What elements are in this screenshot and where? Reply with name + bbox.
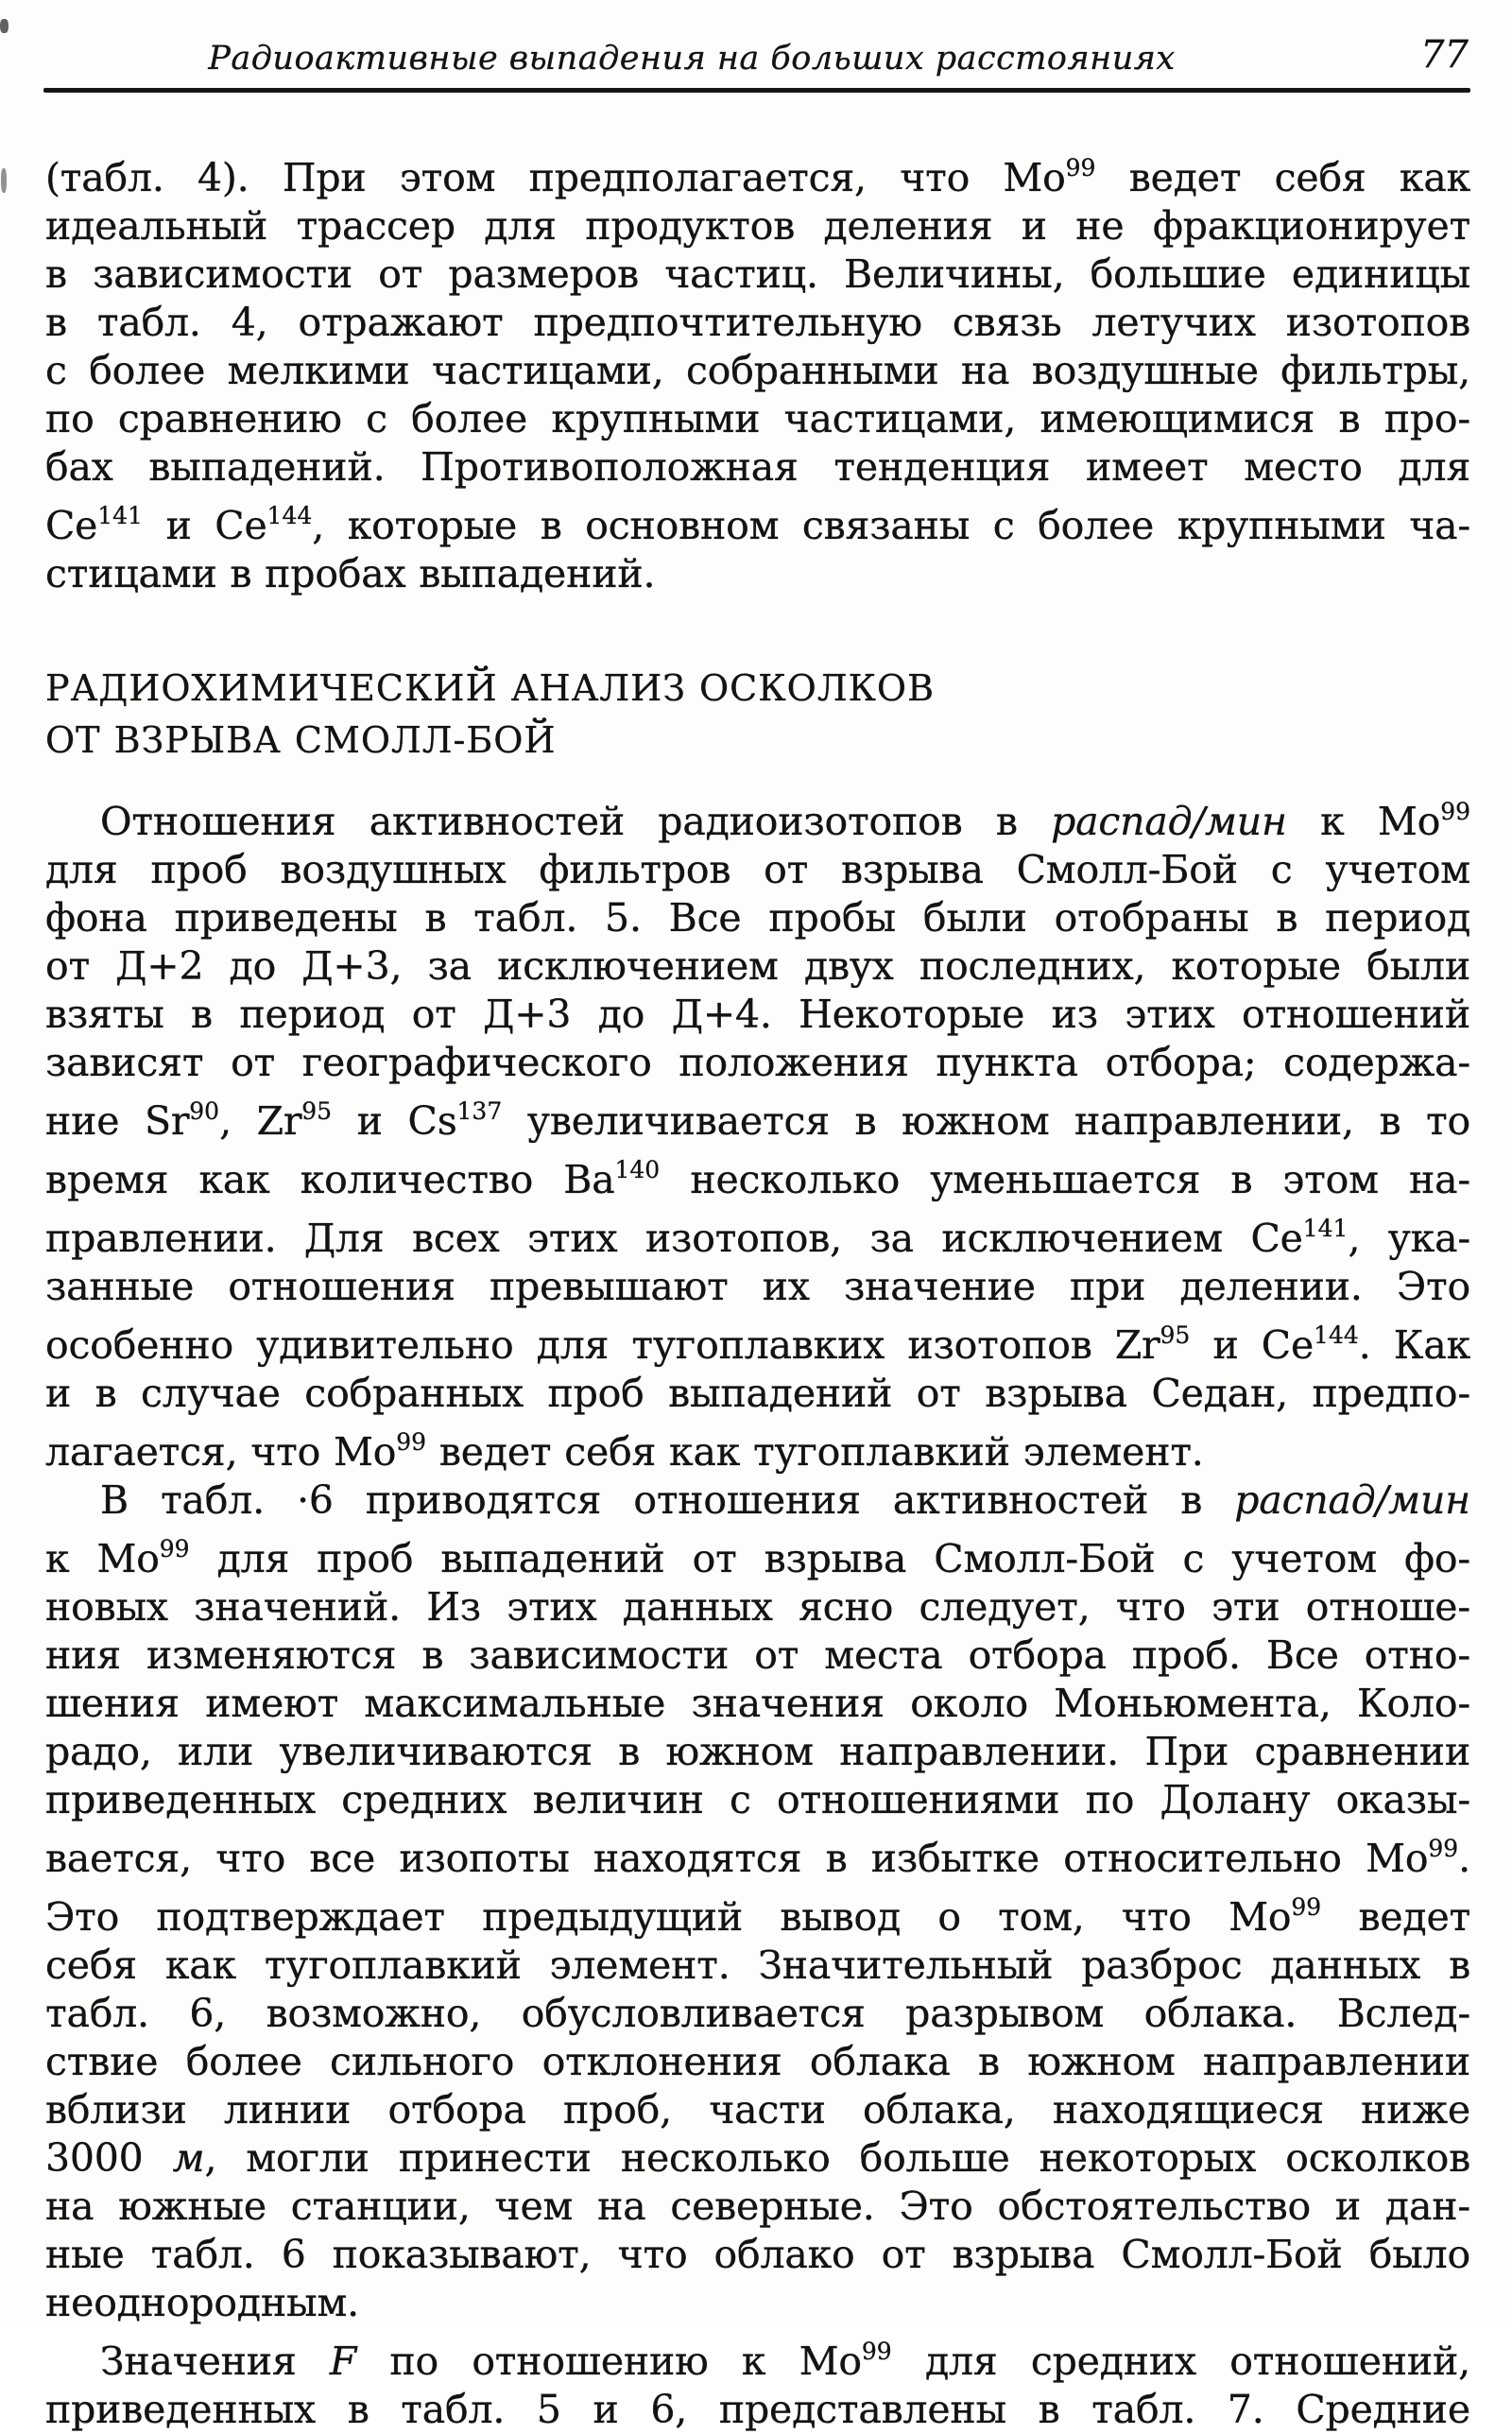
text-segment: Значения: [100, 2339, 330, 2384]
text-segment: в табл. 4, отражают предпочтительную связь летучих изотопов: [45, 300, 1470, 345]
text-line: [45, 1263, 1470, 1311]
text-segment: с более мелкими частицами, собранными на воздушные фильтры,: [45, 348, 1470, 393]
text-segment: вается, что все изопоты находятся в избытке относительно Мо: [45, 1836, 1429, 1881]
superscript: 90: [189, 1097, 220, 1125]
page-number: 77: [1420, 33, 1469, 77]
text-segment: ные табл. 6 показывают, что облако от взрыва Смолл-Бой было: [45, 2232, 1470, 2277]
text-segment: новых значений. Из этих данных ясно следует, что эти отноше-: [45, 1584, 1470, 1630]
text-line: [45, 942, 1470, 991]
text-line: [45, 395, 1470, 443]
text-segment: к Мо: [45, 1536, 160, 1581]
text-segment: лагается, что Мо: [45, 1429, 397, 1475]
superscript: 99: [159, 1535, 190, 1562]
text-segment: и Cs: [332, 1098, 457, 1144]
superscript: 99: [1291, 1893, 1322, 1921]
text-line: [45, 550, 1470, 598]
text-segment: Это подтверждает предыдущий вывод о том, что Мо: [45, 1894, 1292, 1940]
text-line: [45, 2134, 1470, 2183]
text-segment: (табл. 4). При этом предполагается, что Мо: [45, 155, 1066, 200]
text-segment: и Се: [1190, 1322, 1314, 1368]
text-segment: по отношению к Мо: [356, 2339, 862, 2384]
text-line: [45, 2183, 1470, 2231]
paragraph: [45, 144, 1470, 598]
text-line: [45, 1824, 1470, 1883]
text-segment: себя как тугоплавкий элемент. Значительный разброс данных в: [45, 1942, 1470, 1988]
text-line: [45, 1146, 1470, 1204]
italic-text: распад/мин: [1234, 1477, 1470, 1523]
text-line: [45, 1631, 1470, 1680]
text-line: [45, 2086, 1470, 2134]
text-line: [45, 1728, 1470, 1776]
text-line: [45, 492, 1470, 550]
text-line: [45, 2327, 1470, 2386]
text-segment: и Се: [142, 503, 267, 548]
text-line: [45, 846, 1470, 894]
text-line: [45, 1087, 1470, 1146]
text-line: [45, 1942, 1470, 1990]
text-segment: ния изменяются в зависимости от места отбора проб. Все отно-: [45, 1632, 1470, 1678]
text-line: [45, 1680, 1470, 1728]
heading-line: [45, 663, 1470, 715]
text-segment: увеличивается в южном направлении, в то: [502, 1098, 1470, 1144]
text-segment: идеальный трассер для продуктов деления и не фракционирует: [45, 203, 1470, 249]
text-segment: занные отношения превышают их значение при делении. Это: [45, 1264, 1470, 1309]
text-line: [45, 1311, 1470, 1370]
text-segment: Се: [45, 503, 98, 548]
text-segment: зависят от географического положения пункта отбора; содержа-: [45, 1040, 1470, 1085]
running-title: Радиоактивные выпадения на больших расстояниях: [208, 40, 1176, 78]
text-segment: время как количество Ва: [45, 1157, 615, 1202]
text-segment: ствие более сильного отклонения облака в южном направлении: [45, 2039, 1470, 2084]
text-line: [45, 1204, 1470, 1263]
text-line: [45, 347, 1470, 395]
italic-text: F: [329, 2339, 357, 2384]
text-segment: особенно удивительно для тугоплавких изотопов Zr: [45, 1322, 1160, 1368]
section-heading: [45, 663, 1470, 767]
text-segment: бах выпадений. Противоположная тенденция имеет место для: [45, 444, 1470, 490]
text-segment: для проб выпадений от взрыва Смолл-Бой с учетом фо-: [189, 1536, 1470, 1581]
heading-line: [45, 715, 1470, 767]
superscript: 99: [1428, 1835, 1459, 1862]
text-segment: радо, или увеличиваются в южном направлении. При сравнении: [45, 1729, 1470, 1774]
text-segment: приведенных средних величин с отношениями по Долану оказы-: [45, 1777, 1470, 1822]
italic-text: распад/мин: [1051, 799, 1287, 844]
text-segment: к Мо: [1286, 799, 1441, 844]
superscript: 99: [396, 1428, 427, 1456]
superscript: 99: [1440, 798, 1470, 825]
text-segment: ние Sr: [45, 1098, 190, 1144]
text-line: [45, 250, 1470, 299]
text-line: [45, 1525, 1470, 1583]
italic-text: м: [172, 2135, 205, 2181]
text-line: [45, 1039, 1470, 1087]
text-segment: для проб воздушных фильтров от взрыва Смолл-Бой с учетом: [45, 847, 1470, 892]
text-line: [45, 2279, 1470, 2327]
text-segment: ведет себя как тугоплавкий элемент.: [426, 1429, 1204, 1475]
text-segment: на южные станции, чем на северные. Это обстоятельство и дан-: [45, 2184, 1470, 2229]
header-rule: [43, 88, 1470, 93]
text-line: [45, 2038, 1470, 2086]
text-segment: , могли принести несколько больше некоторых осколков: [204, 2135, 1471, 2181]
text-segment: табл. 6, возможно, обусловливается разрывом облака. Вслед-: [45, 1991, 1470, 2036]
text-segment: Отношения активностей радиоизотопов в: [100, 799, 1052, 844]
superscript: 141: [1302, 1215, 1349, 1242]
text-segment: В табл. ·6 приводятся отношения активностей в: [100, 1477, 1235, 1523]
text-segment: ведет себя как: [1095, 155, 1470, 200]
text-line: [45, 894, 1470, 942]
text-line: [45, 299, 1470, 347]
text-line: [45, 443, 1470, 492]
text-segment: для средних отношений,: [891, 2339, 1470, 2384]
page-body: [45, 144, 1470, 2434]
text-line: [45, 787, 1470, 846]
text-segment: .: [1458, 1836, 1470, 1881]
text-line: [45, 202, 1470, 250]
superscript: 95: [301, 1097, 333, 1125]
paragraph: [45, 787, 1470, 1476]
text-segment: . Как: [1358, 1322, 1470, 1368]
text-line: [45, 1476, 1470, 1525]
running-head: [45, 33, 1470, 87]
paragraph: [45, 2327, 1470, 2434]
superscript: 144: [1314, 1321, 1359, 1349]
superscript: 95: [1160, 1321, 1191, 1349]
text-segment: ОТ ВЗРЫВА СМОЛЛ-БОЙ: [45, 719, 557, 761]
text-segment: приведенных в табл. 5 и 6, представлены в табл. 7. Средние: [45, 2387, 1470, 2432]
superscript: 99: [1065, 154, 1096, 181]
text-line: [45, 1990, 1470, 2038]
text-segment: шения имеют максимальные значения около Моньюмента, Коло-: [45, 1681, 1470, 1726]
text-segment: взяты в период от Д+3 до Д+4. Некоторые из этих отношений: [45, 992, 1470, 1037]
text-line: [45, 2231, 1470, 2279]
paragraph: [45, 1476, 1470, 2327]
text-segment: несколько уменьшается в этом на-: [660, 1157, 1470, 1202]
superscript: 137: [456, 1097, 503, 1125]
superscript: 144: [266, 502, 313, 529]
text-segment: по сравнению с более крупными частицами, имеющимися в про-: [45, 396, 1470, 441]
text-line: [45, 991, 1470, 1039]
scan-artifact: [1, 168, 7, 193]
text-line: [45, 1583, 1470, 1631]
text-line: [45, 2386, 1470, 2434]
text-line: [45, 1776, 1470, 1824]
text-segment: 3000: [45, 2135, 173, 2181]
text-segment: в зависимости от размеров частиц. Величины, большие единицы: [45, 251, 1470, 297]
text-segment: фона приведены в табл. 5. Все пробы были отобраны в период: [45, 895, 1470, 941]
text-segment: вблизи линии отбора проб, части облака, находящиеся ниже: [45, 2087, 1470, 2132]
text-segment: , Zr: [219, 1098, 302, 1144]
text-line: [45, 1418, 1470, 1476]
text-segment: , ука-: [1348, 1216, 1470, 1261]
text-segment: ведет: [1321, 1894, 1471, 1940]
text-line: [45, 1883, 1470, 1942]
text-segment: правлении. Для всех этих изотопов, за исключением Се: [45, 1216, 1303, 1261]
scan-artifact: [0, 19, 9, 33]
text-segment: РАДИОХИМИЧЕСКИЙ АНАЛИЗ ОСКОЛКОВ: [45, 667, 936, 709]
superscript: 141: [97, 502, 143, 529]
text-segment: стицами в пробах выпадений.: [45, 551, 656, 596]
text-segment: и в случае собранных проб выпадений от взрыва Седан, предпо-: [45, 1371, 1470, 1416]
text-segment: , которые в основном связаны с более крупными ча-: [312, 503, 1471, 548]
superscript: 99: [861, 2338, 892, 2365]
text-line: [45, 144, 1470, 202]
text-segment: неоднородным.: [45, 2280, 359, 2325]
text-segment: от Д+2 до Д+3, за исключением двух последних, которые были: [45, 943, 1470, 989]
text-line: [45, 1370, 1470, 1418]
superscript: 140: [614, 1156, 661, 1183]
